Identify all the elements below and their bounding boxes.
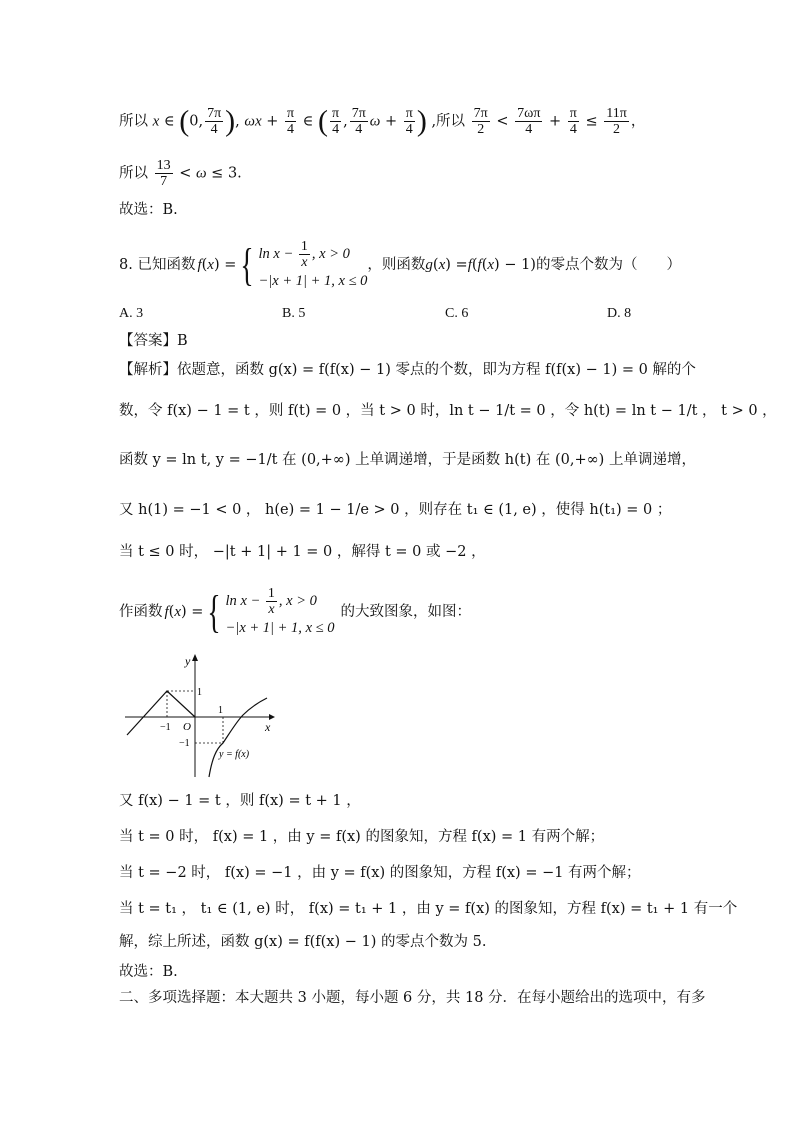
- origin-label: O: [183, 721, 191, 733]
- tick-x-1: 1: [218, 705, 223, 716]
- fraction: $\frac{7\pi}{4}$: [207, 106, 222, 137]
- text: 的大致图象，如图：: [340, 604, 471, 620]
- after-5: 解，综上所述，函数 g(x) = f(f(x) − 1) 的零点个数为 5.: [119, 934, 487, 950]
- option-d: D. 8: [607, 306, 632, 321]
- after-1: 又 f(x) − 1 = t ，则 f(x) = t + 1 ，: [119, 793, 361, 809]
- y-axis-arrow: [192, 654, 198, 661]
- after-6: 故选：B.: [119, 964, 178, 980]
- after-3: 当 t = −2 时， f(x) = −1 ，由 y = f(x) 的图象知，方程 f(x) = −1 有两个解；: [119, 865, 641, 881]
- function-graph: [119, 651, 279, 781]
- text: 所以: [119, 113, 148, 130]
- line-1: 所以 x ∈ (0, $\frac{7\pi}{4}$ ), ωx + $\frac{\pi}{4}$ ∈ ( $\frac{\pi}{4}$ , $\frac{7\pi}{4}$ ω + $\frac{\pi}{4}$ ) ,所以 $\frac{7\pi}{2}$ < $\frac{7\omega\pi}{4}$ + $\frac{\pi}{4}$ ≤ $\frac{11\pi}{2}$ ，: [119, 104, 646, 138]
- line-2: 所以 $\frac{13}{7}$ < ω ≤ 3.: [119, 158, 242, 189]
- option-a: A. 3: [119, 306, 144, 321]
- text: 作函数: [119, 604, 163, 620]
- math: x: [152, 113, 160, 130]
- text: ,所以: [431, 113, 466, 130]
- piecewise: ln x − $\frac{1}{x}$ , x > 0 −|x + 1| + 1, x ≤ 0: [258, 238, 368, 289]
- explanation-6: 作函数 f ( x ) = { ln x − $\frac{1}{x}$ , x > 0 −|x + 1| + 1, x ≤ 0 的大致图象，如图：: [119, 585, 471, 637]
- option-c: C. 6: [445, 306, 469, 321]
- piecewise: ln x − $\frac{1}{x}$ , x > 0 −|x + 1| + 1, x ≤ 0: [225, 585, 335, 636]
- tick-y-1: 1: [197, 687, 202, 698]
- answer: 【答案】B: [119, 333, 188, 349]
- explanation-5: 当 t ≤ 0 时， −|t + 1| + 1 = 0 ，解得 t = 0 或 −2 ，: [119, 544, 486, 560]
- question-text: 8. 已知函数: [119, 257, 196, 273]
- option-b: B. 5: [282, 306, 306, 321]
- text: 的零点个数为（ ）: [535, 257, 681, 273]
- text: 所以: [119, 165, 148, 182]
- question-8: 8. 已知函数 f ( x ) = { ln x − $\frac{1}{x}$ , x > 0 −|x + 1| + 1, x ≤ 0 ，则函数 g ( x ) = f ( f ( x ) − 1) 的零点个数为（ ）: [119, 238, 681, 290]
- tick-y-neg1: −1: [179, 738, 190, 749]
- line-3: 故选：B.: [119, 202, 178, 218]
- x-label: x: [265, 720, 271, 734]
- after-2: 当 t = 0 时， f(x) = 1 ，由 y = f(x) 的图象知，方程 f(x) = 1 有两个解；: [119, 829, 605, 845]
- text: ，则函数: [367, 257, 426, 273]
- tick-x-neg1: −1: [160, 722, 171, 733]
- explanation-2: 数，令 f(x) − 1 = t ，则 f(t) = 0 ，当 t > 0 时，ln t − 1/t = 0 ，令 h(t) = ln t − 1/t ， t > 0 ，: [119, 403, 777, 419]
- after-4: 当 t = t₁ ， t₁ ∈ (1, e) 时， f(x) = t₁ + 1 ，由 y = f(x) 的图象知，方程 f(x) = t₁ + 1 有一个: [119, 901, 738, 917]
- text: .: [237, 165, 242, 182]
- curve-label: y = f(x): [219, 749, 250, 760]
- y-label: y: [185, 654, 191, 668]
- explanation-1: 【解析】依题意，函数 g(x) = f(f(x) − 1) 零点的个数，即为方程 f(f(x) − 1) = 0 解的个: [119, 362, 696, 378]
- explanation-3: 函数 y = ln t, y = −1/t 在 (0,+∞) 上单调递增，于是函数 h(t) 在 (0,+∞) 上单调递增，: [119, 452, 696, 468]
- explanation-4: 又 h(1) = −1 < 0 ， h(e) = 1 − 1/e > 0 ，则存在 t₁ ∈ (1, e) ，使得 h(t₁) = 0 ；: [119, 502, 672, 518]
- section-header: 二、多项选择题：本大题共 3 小题，每小题 6 分，共 18 分．在每小题给出的选项中，有多: [119, 990, 706, 1006]
